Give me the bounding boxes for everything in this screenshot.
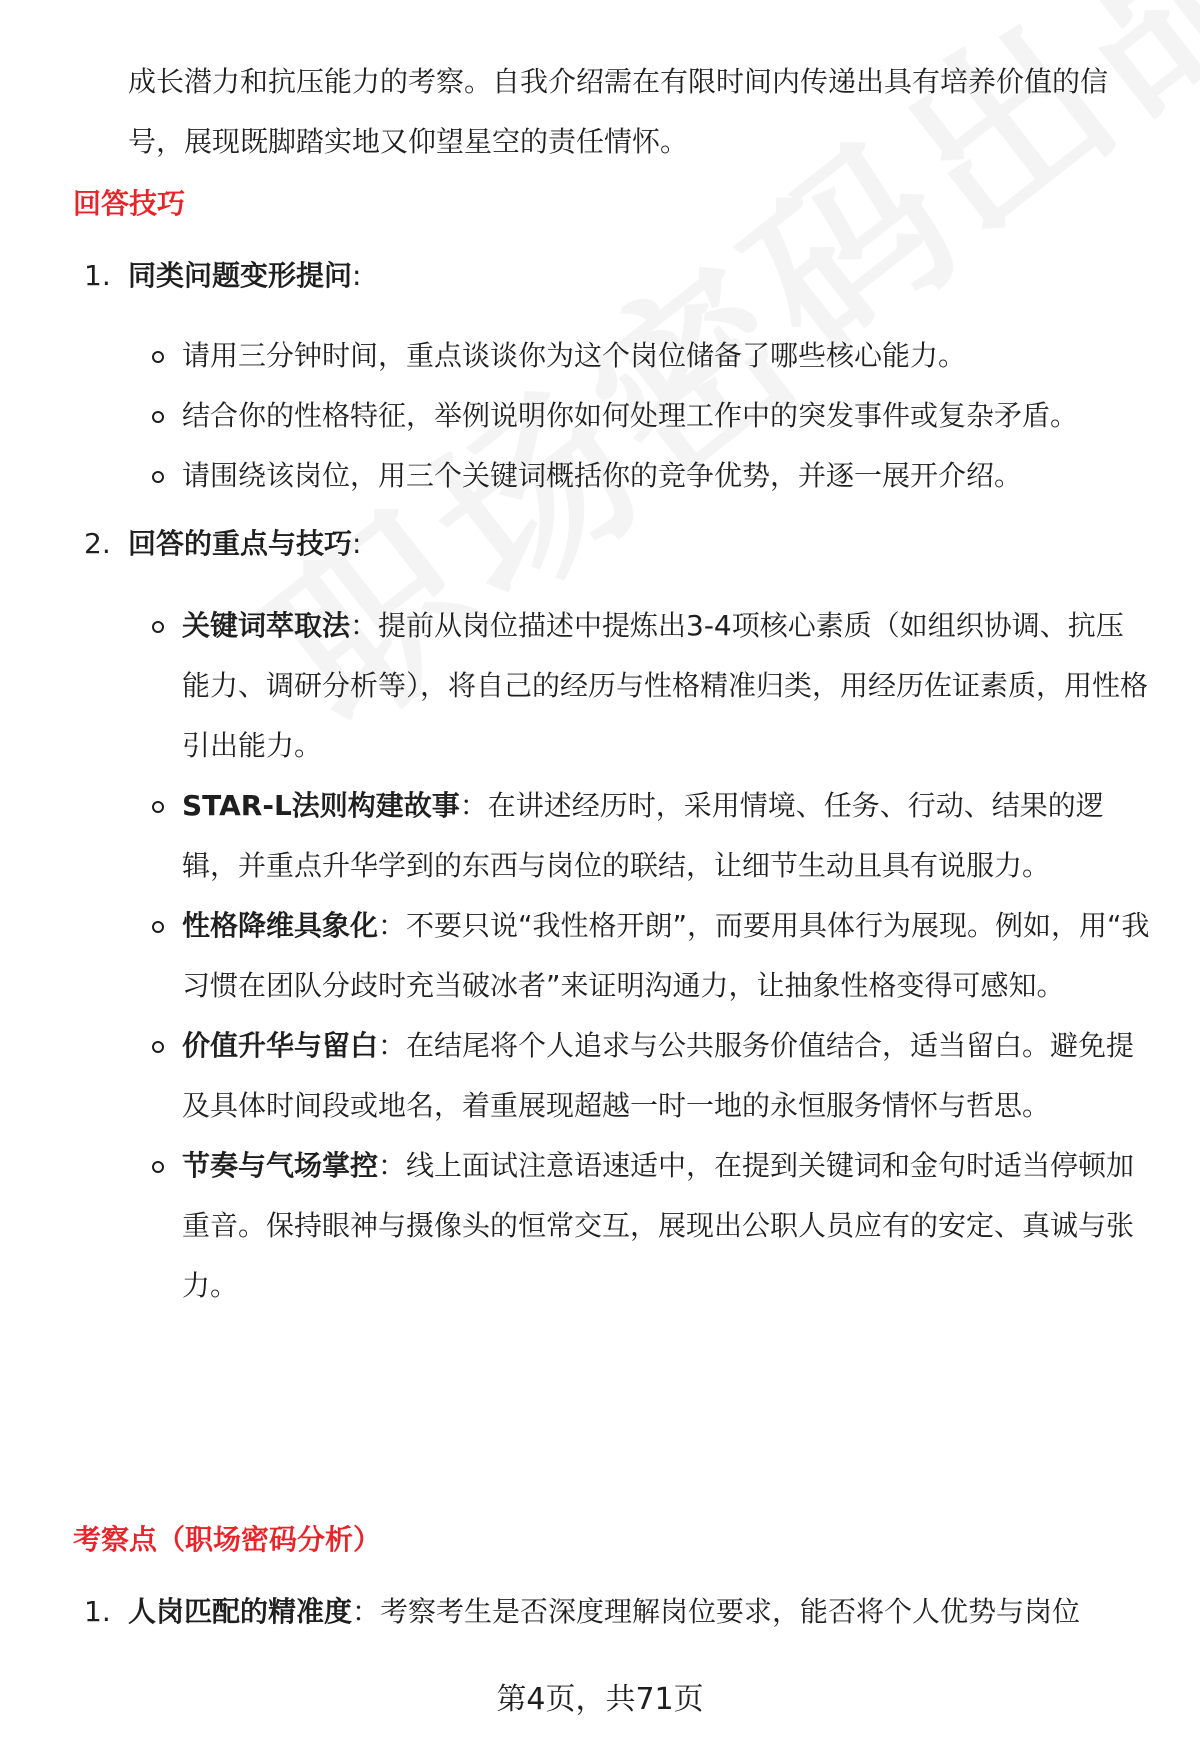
item-title: 同类问题变形提问 [128,259,353,292]
list-item: 节奏与气场掌控：线上面试注意语速适中，在提到关键词和金句时适当停顿加重音。保持眼神与摄像头的恒常交互，展现出公职人员应有的安定、真诚与张力。 [150,1136,1150,1316]
hollow-circle-bullet-icon [152,801,164,813]
hollow-circle-bullet-icon [152,921,164,933]
page-number: 第4页，共71页 [496,1682,704,1717]
item-colon: : [352,259,362,292]
section-heading-answer-tips: 回答技巧 [73,187,186,220]
item-title: 回答的重点与技巧 [128,527,353,560]
answer-tips-list [150,596,1150,1316]
item-text: ：考察考生是否深度理解岗位要求，能否将个人优势与岗位 [352,1595,1081,1628]
list-item: 结合你的性格特征，举例说明你如何处理工作中的突发事件或复杂矛盾。 [150,386,1150,446]
section-heading-assessment: 考察点（职场密码分析） [73,1523,382,1556]
ordered-item-assessment-1 [84,1592,1144,1632]
hollow-circle-bullet-icon [152,621,164,633]
intro-paragraph: 成长潜力和抗压能力的考察。自我介绍需在有限时间内传递出具有培养价值的信号，展现既脚踏实地又仰望星空的责任情怀。 [128,65,1109,158]
list-item: 关键词萃取法：提前从岗位描述中提炼出3-4项核心素质（如组织协调、抗压能力、调研分析等），将自己的经历与性格精准归类，用经历佐证素质，用性格引出能力。 [150,596,1150,776]
item-number: 2. [84,527,111,560]
item-title: 人岗匹配的精准度 [128,1595,353,1628]
item-number: 1. [84,259,111,292]
ordered-item-1 [84,256,1144,296]
list-item: 请围绕该岗位，用三个关键词概括你的竞争优势，并逐一展开介绍。 [150,446,1150,506]
variant-questions-list [150,326,1150,506]
item-number: 1. [84,1595,111,1628]
hollow-circle-bullet-icon [152,351,164,363]
list-item: 请用三分钟时间，重点谈谈你为这个岗位储备了哪些核心能力。 [150,326,1150,386]
list-item: 价值升华与留白：在结尾将个人追求与公共服务价值结合，适当留白。避免提及具体时间段或地名，着重展现超越一时一地的永恒服务情怀与哲思。 [150,1016,1150,1136]
item-colon: : [352,527,362,560]
hollow-circle-bullet-icon [152,1161,164,1173]
hollow-circle-bullet-icon [152,1041,164,1053]
list-item: 性格降维具象化：不要只说“我性格开朗”，而要用具体行为展现。例如，用“我习惯在团队分歧时充当破冰者”来证明沟通力，让抽象性格变得可感知。 [150,896,1150,1016]
list-item: STAR-L法则构建故事：在讲述经历时，采用情境、任务、行动、结果的逻辑，并重点升华学到的东西与岗位的联结，让细节生动且具有说服力。 [150,776,1150,896]
hollow-circle-bullet-icon [152,411,164,423]
hollow-circle-bullet-icon [152,471,164,483]
ordered-item-2 [84,524,1144,564]
